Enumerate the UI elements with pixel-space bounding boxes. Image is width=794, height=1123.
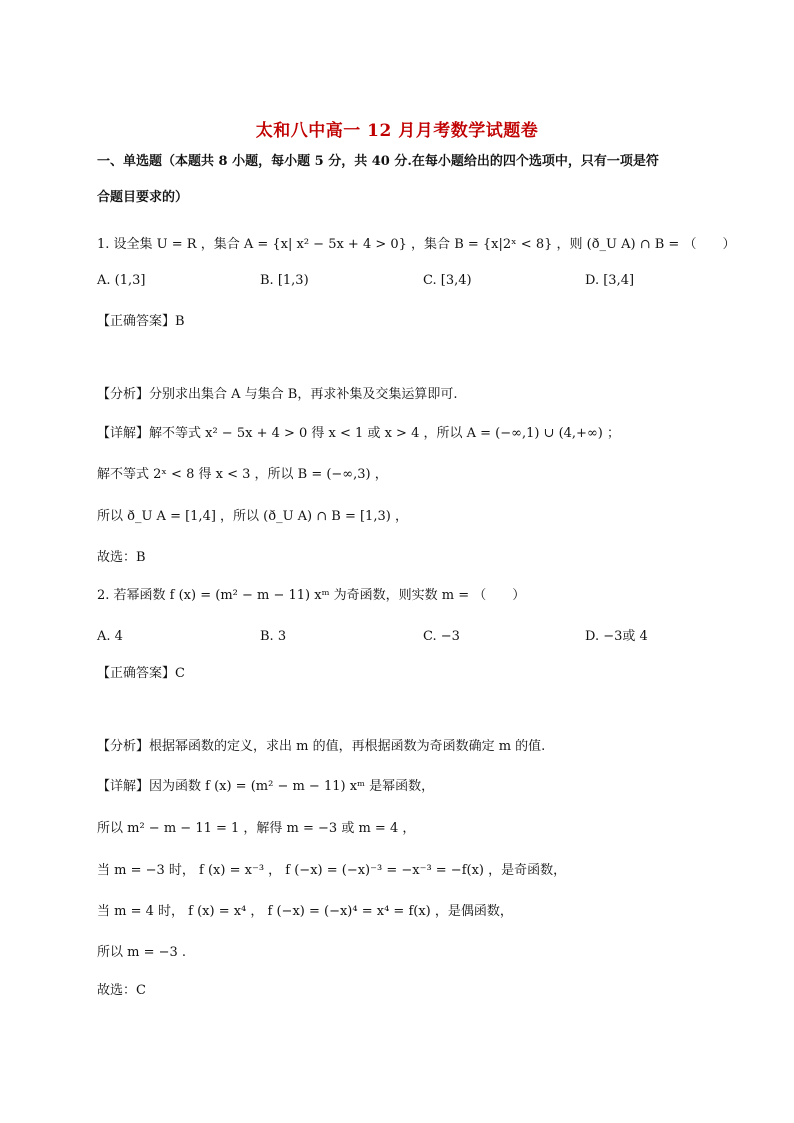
q2-detail-3: 当 m = −3 时， f (x) = x⁻³ ， f (−x) = (−x)⁻³ = −x⁻³ = −f(x) ，是奇函数， (97, 863, 567, 878)
q2-detail-4: 当 m = 4 时， f (x) = x⁴ ， f (−x) = (−x)⁴ = x⁴ = f(x) ，是偶函数， (97, 904, 513, 919)
q2-detail-5: 所以 m = −3 . (97, 945, 187, 960)
q2-option-a: A. 4 (97, 629, 123, 644)
q2-detail-1: 【详解】因为函数 f (x) = (m² − m − 11) xᵐ 是幂函数， (97, 779, 435, 794)
q1-option-c: C. [3,4) (423, 273, 472, 288)
q1-option-a: A. (1,3] (97, 273, 146, 288)
q2-stem: 2. 若幂函数 f (x) = (m² − m − 11) xᵐ 为奇函数，则实数 m = （ ） (97, 588, 526, 603)
q2-detail-2: 所以 m² − m − 11 = 1 ，解得 m = −3 或 m = 4 ， (97, 821, 416, 836)
section-header-line2: 合题目要求的） (97, 190, 189, 205)
q1-choose: 故选：B (97, 550, 146, 565)
q1-option-b: B. [1,3) (260, 273, 309, 288)
q1-detail-1: 【详解】解不等式 x² − 5x + 4 > 0 得 x < 1 或 x > 4 ，所以 A = (−∞,1) ∪ (4,+∞) ； (97, 426, 620, 441)
q2-option-d: D. −3或 4 (585, 629, 648, 644)
q2-answer: 【正确答案】C (97, 666, 185, 681)
q1-option-d: D. [3,4] (585, 273, 635, 288)
q1-detail-3: 所以 ð_U A = [1,4] ，所以 (ð_U A) ∩ B = [1,3) ， (97, 509, 408, 524)
q2-option-b: B. 3 (260, 629, 287, 644)
q2-option-c: C. −3 (423, 629, 460, 644)
q1-analysis: 【分析】分别求出集合 A 与集合 B，再求补集及交集运算即可. (97, 387, 458, 402)
section-header-line1: 一、单选题（本题共 8 小题，每小题 5 分，共 40 分.在每小题给出的四个选项中，只有一项是符 (97, 154, 659, 169)
q1-answer: 【正确答案】B (97, 314, 185, 329)
q2-analysis: 【分析】根据幂函数的定义，求出 m 的值，再根据函数为奇函数确定 m 的值. (97, 739, 546, 754)
exam-title: 太和八中高一 12 月月考数学试题卷 (255, 121, 539, 141)
q1-stem: 1. 设全集 U = R ，集合 A = {x| x² − 5x + 4 > 0} ，集合 B = {x|2ˣ < 8} ，则 (ð_U A) ∩ B = （ ） (97, 237, 736, 252)
q1-detail-2: 解不等式 2ˣ < 8 得 x < 3 ，所以 B = (−∞,3) ， (97, 467, 388, 482)
q2-choose: 故选：C (97, 983, 146, 998)
